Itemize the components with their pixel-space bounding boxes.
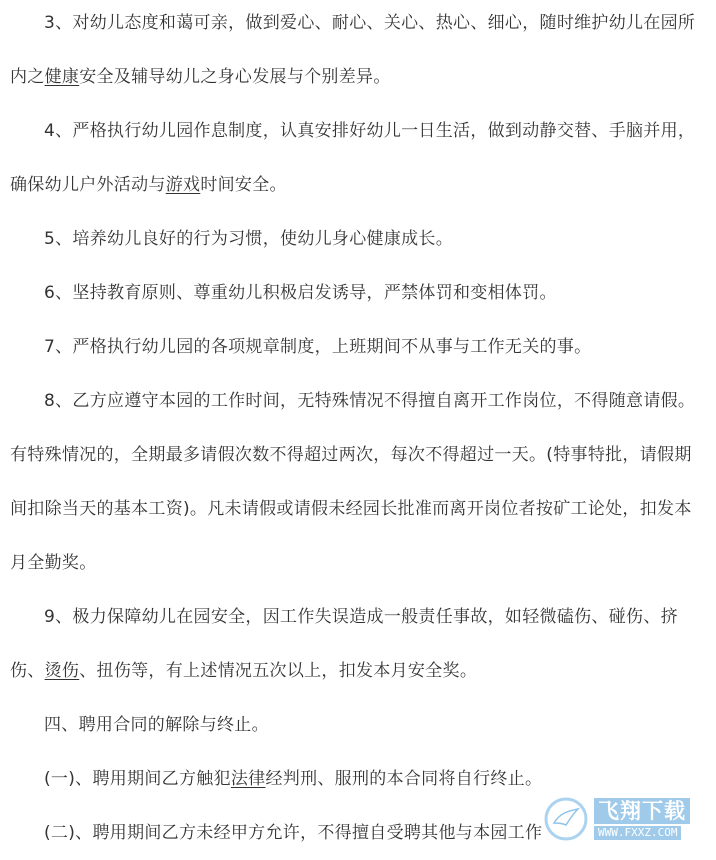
- text-segment: 9、极力保障幼儿在园安全，因工作失误造成一般责任事故，如轻微磕伤、碰伤、挤伤、: [10, 607, 678, 681]
- underlined-term: 法律: [230, 769, 266, 789]
- paragraph: [0, 212, 716, 266]
- underlined-term: 烫伤: [44, 661, 80, 681]
- paragraph: [0, 0, 716, 104]
- text-segment: 4、严格执行幼儿园作息制度，认真安排好幼儿一日生活，做到动静交替、手脑并用，确保幼儿户外活动与: [10, 121, 696, 195]
- bird-logo-icon: [542, 795, 590, 843]
- text-segment: 3、对幼儿态度和蔼可亲，做到爱心、耐心、关心、热心、细心，随时维护幼儿在园所内之: [10, 13, 696, 87]
- watermark-url: WWW.FXXZ.COM: [594, 826, 681, 840]
- watermark-text: [594, 798, 690, 840]
- paragraph: [0, 590, 716, 698]
- underlined-term: 健康: [44, 67, 80, 87]
- paragraph: [0, 320, 716, 374]
- site-watermark: [542, 791, 710, 847]
- text-segment: 四、聘用合同的解除与终止。: [44, 715, 269, 735]
- text-segment: 5、培养幼儿良好的行为习惯，使幼儿身心健康成长。: [44, 229, 454, 249]
- paragraph: [0, 266, 716, 320]
- paragraph: [0, 698, 716, 752]
- underlined-term: 游戏: [165, 175, 201, 195]
- text-segment: 6、坚持教育原则、尊重幼儿积极启发诱导，严禁体罚和变相体罚。: [44, 283, 557, 303]
- text-segment: 、扭伤等，有上述情况五次以上，扣发本月安全奖。: [79, 661, 478, 681]
- paragraph: [0, 374, 716, 590]
- text-segment: 经判刑、服刑的本合同将自行终止。: [265, 769, 543, 789]
- text-segment: (二)、聘用期间乙方未经甲方允许，不得擅自受聘其他与本园工作: [44, 823, 543, 843]
- watermark-title: 飞翔下载: [594, 798, 690, 824]
- text-segment: (一)、聘用期间乙方触犯: [44, 769, 231, 789]
- text-segment: 8、乙方应遵守本园的工作时间，无特殊情况不得擅自离开工作岗位，不得随意请假。有特殊情况的，全期最多请假次数不得超过两次，每次不得超过一天。(特事特批，请假期间扣除当天的基本工资)。凡未请假或请假未经园长批准而离开岗位者按矿工论处，扣发本月全勤奖。: [10, 391, 696, 573]
- text-segment: 时间安全。: [200, 175, 287, 195]
- text-segment: 7、严格执行幼儿园的各项规章制度，上班期间不从事与工作无关的事。: [44, 337, 592, 357]
- paragraph: [0, 104, 716, 212]
- text-segment: 安全及辅导幼儿之身心发展与个别差异。: [79, 67, 391, 87]
